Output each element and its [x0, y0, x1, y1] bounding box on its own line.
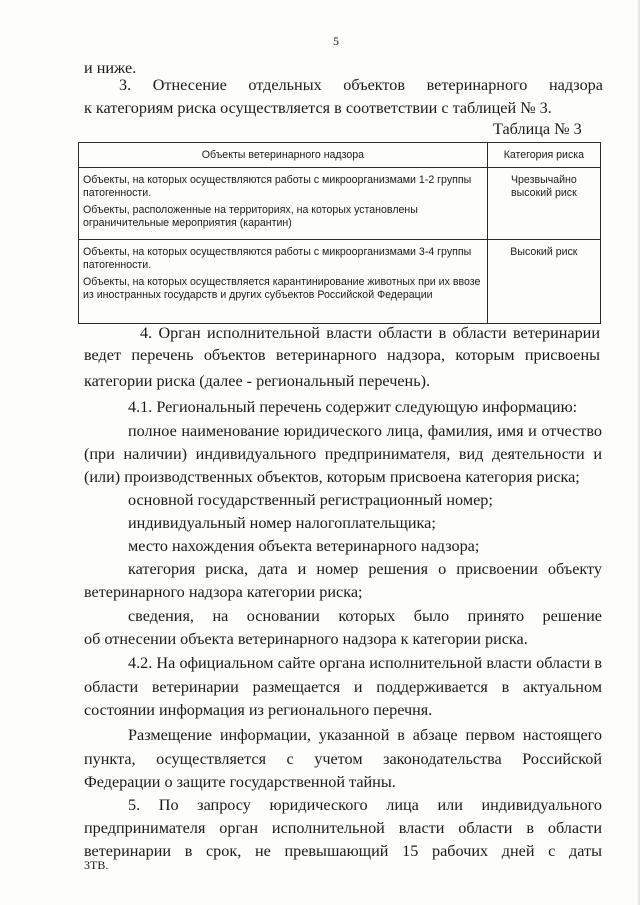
p3-word: отдельных — [248, 76, 322, 94]
body-line: основной государственный регистрационный номер; — [128, 491, 493, 509]
body-line: место нахождения объекта ветеринарного надзора; — [128, 537, 480, 555]
body-line: категория риска, дата и номер решения о присвоении объекту — [128, 560, 602, 578]
p3-word: ветеринарного — [426, 76, 528, 94]
paragraph-3-line-2: к категориям риска осуществляется в соответствии с таблицей № 3. — [84, 99, 552, 117]
p3-word: Отнесение — [152, 76, 227, 94]
body-line: 4.1. Региональный перечень содержит следующую информацию: — [128, 398, 578, 416]
cell-objects — [79, 240, 488, 324]
table-row — [79, 240, 601, 324]
p3-word: 3. — [119, 76, 132, 94]
body-line: предпринимателя орган исполнительной власти области в области — [84, 819, 602, 837]
risk-category-table — [78, 142, 601, 324]
object-description: Объекты, расположенные на территориях, на которых установлены ограничительные мероприятия (карантин) — [83, 204, 418, 229]
page-number: 5 — [333, 34, 339, 48]
table-caption: Таблица № 3 — [493, 120, 582, 138]
body-line: ветеринарии в срок, не превышающий 15 рабочих дней с даты — [84, 842, 602, 860]
body-line: 4. Орган исполнительной власти области в области ветеринарии — [140, 324, 600, 342]
text-line-continuation: и ниже. — [84, 59, 137, 77]
body-line: Размещение информации, указанной в абзаце первом настоящего — [128, 726, 602, 744]
body-line: 4.2. На официальном сайте органа исполнительной власти области в — [128, 654, 602, 672]
body-line: состоянии информация из регионального перечня. — [84, 701, 433, 719]
body-line: категории риска (далее - региональный перечень). — [84, 372, 431, 390]
header-objects: Объекты ветеринарного надзора — [79, 143, 488, 168]
body-line: полное наименование юридического лица, фамилия, имя и отчество — [128, 422, 602, 440]
object-description: Объекты, на которых осуществляется карантинирование животных при их ввозе из иностранных государств и других субъектов Российской Федерации — [83, 276, 481, 301]
header-category: Категория риска — [487, 143, 600, 168]
p3-word: надзора — [548, 76, 603, 94]
cell-category: Чрезвычайно высокий риск — [487, 168, 600, 240]
object-description: Объекты, на которых осуществляются работы с микроорганизмами 3-4 группы патогенности. — [83, 246, 472, 271]
body-line: ветеринарного надзора категории риска; — [84, 583, 363, 601]
body-line: области ветеринарии размещается и поддерживается в актуальном — [84, 678, 602, 696]
body-line: индивидуальный номер налогоплательщика; — [128, 514, 436, 532]
cell-objects — [79, 168, 488, 240]
body-line: сведения, на основании которых было принято решение — [128, 607, 602, 625]
table-header-row — [79, 143, 601, 168]
cell-category: Высокий риск — [487, 240, 600, 324]
paragraph-3-line-1 — [119, 75, 603, 95]
body-line: Федерации о защите государственной тайны. — [84, 773, 396, 791]
p3-word: объектов — [343, 76, 406, 94]
table-row — [79, 168, 601, 240]
body-line: 5. По запросу юридического лица или индивидуального — [128, 796, 602, 814]
body-line: ведет перечень объектов ветеринарного надзора, которым присвоены — [84, 346, 600, 364]
body-line: об отнесении объекта ветеринарного надзора к категории риска. — [84, 630, 528, 648]
body-line: пункта, осуществляется с учетом законодательства Российской — [84, 750, 602, 768]
body-line: (или) производственных объектов, которым присвоена категория риска; — [84, 468, 580, 486]
object-description: Объекты, на которых осуществляются работы с микроорганизмами 1-2 группы патогенности. — [83, 174, 472, 199]
body-line: (при наличии) индивидуального предпринимателя, вид деятельности и — [84, 445, 602, 463]
footer-mark: 3ТВ. — [84, 858, 109, 872]
